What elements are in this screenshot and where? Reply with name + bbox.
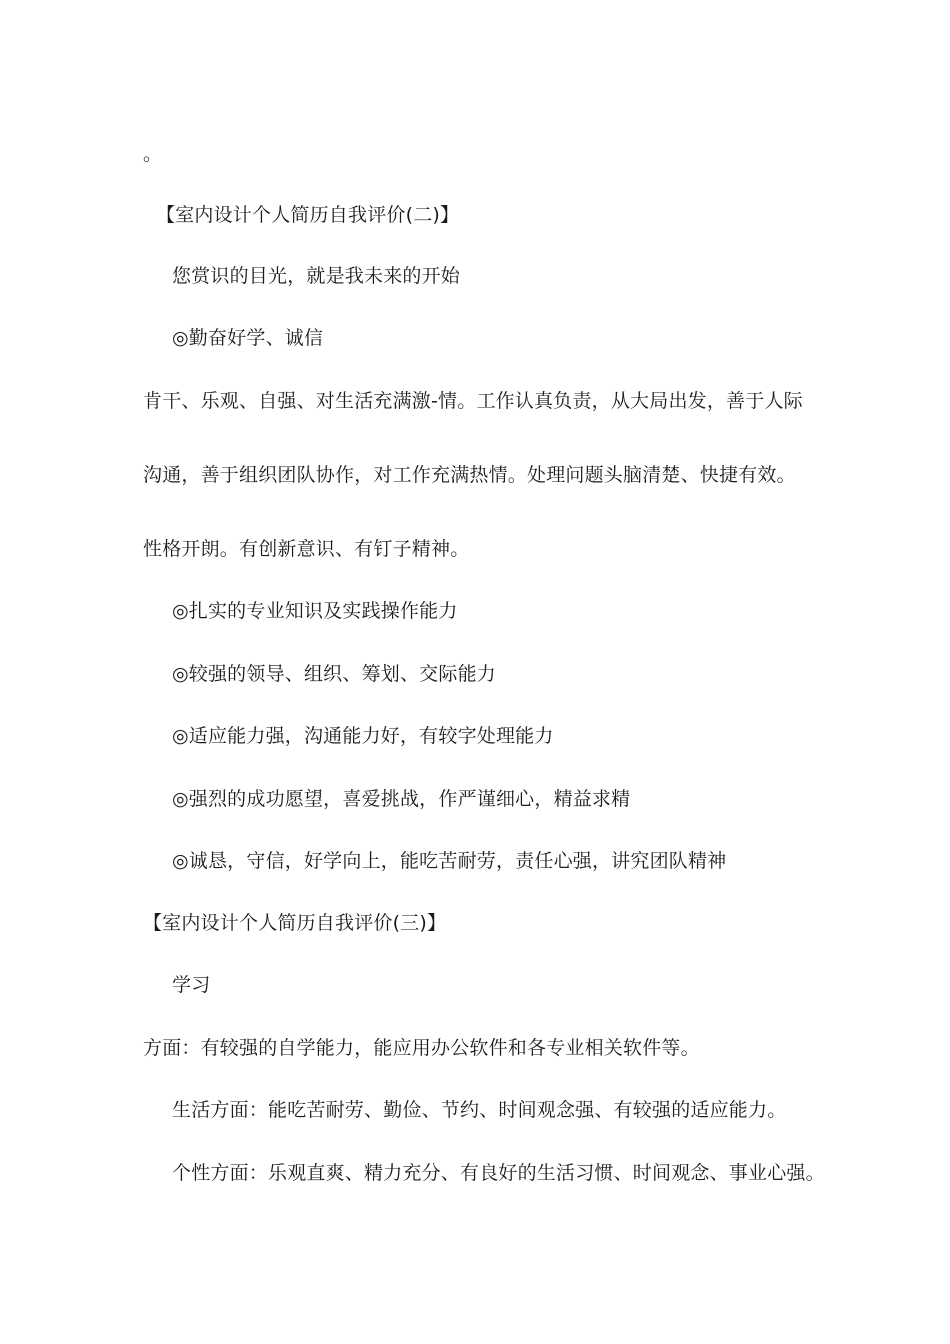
section-heading-3: 【室内设计个人简历自我评价(三)】 xyxy=(143,912,447,934)
paragraph-motto: 您赏识的目光，就是我未来的开始 xyxy=(172,265,461,287)
paragraph-personality: 个性方面：乐观直爽、精力充分、有良好的生活习惯、时间观念、事业心强。 xyxy=(172,1162,825,1184)
bullet-ambition: ◎强烈的成功愿望，喜爱挑战，作严谨细心，精益求精 xyxy=(172,788,631,810)
bullet-knowledge: ◎扎实的专业知识及实践操作能力 xyxy=(172,600,458,622)
bullet-diligent: ◎勤奋好学、诚信 xyxy=(172,327,324,349)
paragraph-line: 性格开朗。有创新意识、有钉子精神。 xyxy=(143,538,470,560)
paragraph-life: 生活方面：能吃苦耐劳、勤俭、节约、时间观念强、有较强的适应能力。 xyxy=(172,1099,787,1121)
paragraph-study: 方面：有较强的自学能力，能应用办公软件和各专业相关软件等。 xyxy=(143,1037,700,1059)
paragraph-study-label: 学习 xyxy=(172,974,211,996)
section-heading-2: 【室内设计个人简历自我评价(二)】 xyxy=(156,204,460,226)
bullet-adaptability: ◎适应能力强，沟通能力好，有较字处理能力 xyxy=(172,725,554,747)
bullet-leadership: ◎较强的领导、组织、筹划、交际能力 xyxy=(172,663,496,685)
paragraph-line: 沟通，善于组织团队协作，对工作充满热情。处理问题头脑清楚、快捷有效。 xyxy=(143,464,796,486)
stray-period: 。 xyxy=(143,143,163,165)
paragraph-line: 肯干、乐观、自强、对生活充满激-情。工作认真负责，从大局出发，善于人际 xyxy=(143,390,803,412)
bullet-integrity: ◎诚恳，守信，好学向上，能吃苦耐劳，责任心强，讲究团队精神 xyxy=(172,850,727,872)
